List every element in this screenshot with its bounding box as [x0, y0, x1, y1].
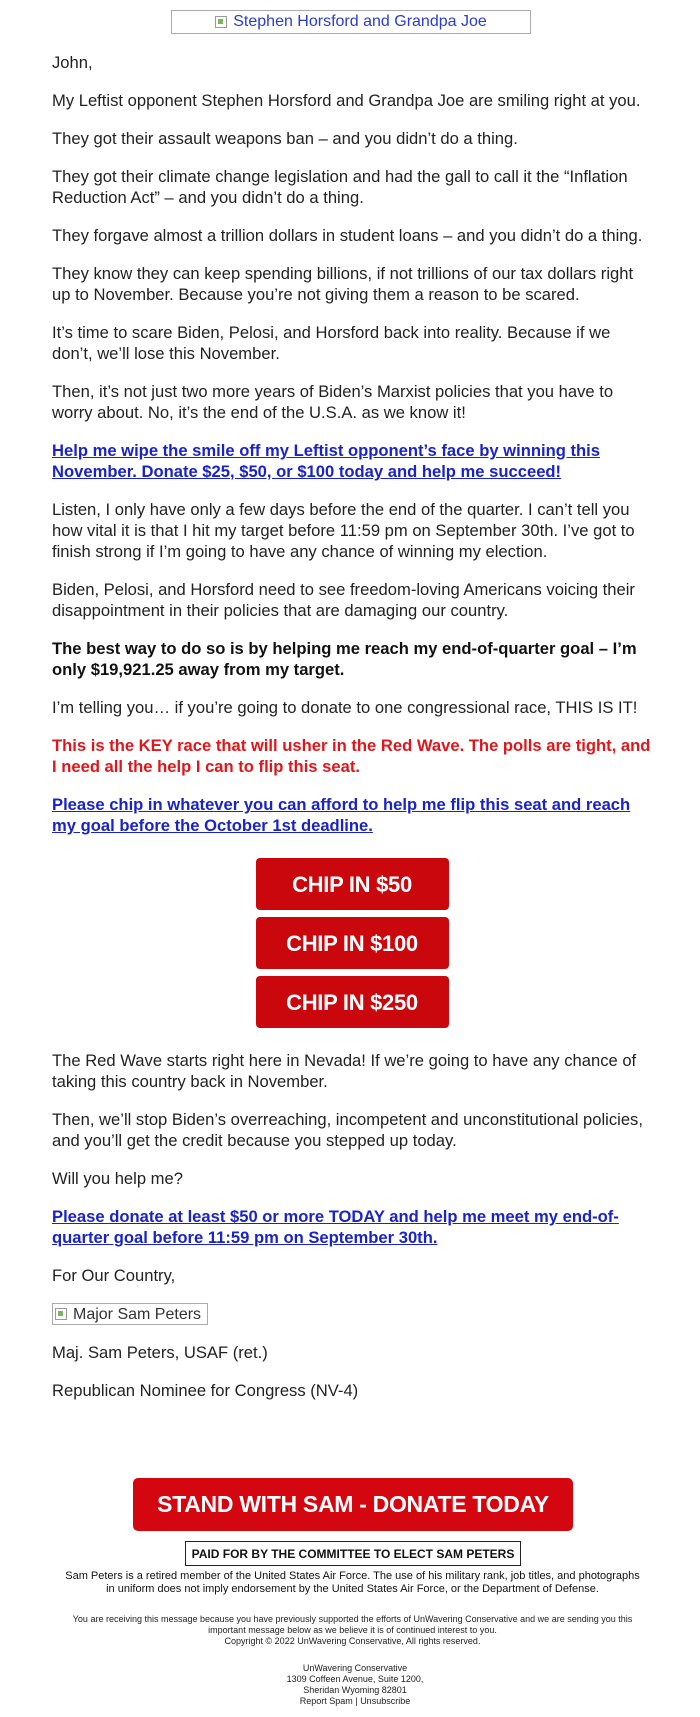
key-race-statement: This is the KEY race that will usher in the Red Wave. The polls are tight, and I need all the help I can to flip this seat.: [52, 736, 651, 776]
broken-image-icon: [215, 16, 227, 28]
paragraph-11: The Red Wave starts right here in Nevada! If we’re going to have any chance of taking this country back in November.: [52, 1051, 637, 1091]
paragraph-9: Biden, Pelosi, and Horsford need to see freedom-loving Americans voicing their disappointment in their policies that are damaging our country.: [52, 580, 635, 620]
signature-image-alt-text: Major Sam Peters: [73, 1305, 202, 1323]
paragraph-3: They got their climate change legislation and had the gall to call it the “Inflation Reduction Act” – and you didn’t do a thing.: [52, 167, 628, 207]
chip-in-50-button[interactable]: CHIP IN $50: [256, 858, 449, 910]
address-line-1: 1309 Coffeen Avenue, Suite 1200,: [286, 1674, 424, 1684]
signature-name: Maj. Sam Peters, USAF (ret.): [52, 1343, 268, 1362]
copyright-text: Copyright © 2022 UnWavering Conservative, All rights reserved.: [224, 1636, 481, 1646]
military-disclaimer: Sam Peters is a retired member of the United States Air Force. The use of his military rank, job titles, and photographs in uniform does not imply endorsement by the United States Air Force, or the Department of Defense.: [65, 1570, 640, 1595]
chip-in-buttons: [52, 858, 652, 1028]
paragraph-4: They forgave almost a trillion dollars in student loans – and you didn’t do a thing.: [52, 226, 643, 245]
goal-statement: The best way to do so is by helping me reach my end-of-quarter goal – I’m only $19,921.25 away from my target.: [52, 639, 637, 679]
receiving-text: You are receiving this message because you have previously supported the efforts of UnWavering Conservative and we are sending you this important message below as we believe it is of continued interest to you.: [72, 1614, 633, 1635]
email-body: [52, 52, 652, 1418]
paragraph-7: Then, it’s not just two more years of Biden’s Marxist policies that you have to worry about. No, it’s the end of the U.S.A. as we know it!: [52, 382, 614, 422]
paragraph-6: It’s time to scare Biden, Pelosi, and Horsford back into reality. Because if we don’t, we’ll lose this November.: [52, 323, 611, 363]
paragraph-10: I’m telling you… if you’re going to donate to one congressional race, THIS IS IT!: [52, 698, 638, 717]
footer-links: [205, 1696, 505, 1707]
donate-link-1[interactable]: Help me wipe the smile off my Leftist opponent’s face by winning this November. Donate $25, $50, or $100 today and help me succeed!: [52, 441, 600, 481]
chip-in-100-button[interactable]: CHIP IN $100: [256, 917, 449, 969]
unsubscribe-link[interactable]: Unsubscribe: [360, 1696, 411, 1706]
broken-image-icon: [55, 1308, 67, 1320]
link-separator: |: [355, 1696, 358, 1706]
paragraph-12: Then, we’ll stop Biden’s overreaching, incompetent and unconstitutional policies, and you’ll get the credit because you stepped up today.: [52, 1110, 643, 1150]
signature-image: [52, 1303, 208, 1325]
org-name: UnWavering Conservative: [302, 1663, 408, 1673]
header-image-alt-text: Stephen Horsford and Grandpa Joe: [233, 13, 487, 30]
paragraph-2: They got their assault weapons ban – and you didn’t do a thing.: [52, 129, 518, 148]
stand-with-sam-button[interactable]: STAND WITH SAM - DONATE TODAY: [133, 1478, 573, 1531]
receiving-notice: [55, 1614, 650, 1647]
donate-link-3[interactable]: Please donate at least $50 or more TODAY and help me meet my end-of-quarter goal before 11:59 pm on September 30th.: [52, 1207, 619, 1247]
paid-for-box: PAID FOR BY THE COMMITTEE TO ELECT SAM PETERS: [185, 1541, 521, 1566]
paragraph-1: My Leftist opponent Stephen Horsford and Grandpa Joe are smiling right at you.: [52, 91, 641, 110]
footer-address: [205, 1663, 505, 1707]
address-line-2: Sheridan Wyoming 82801: [303, 1685, 407, 1695]
closing: For Our Country,: [52, 1266, 176, 1285]
report-spam-link[interactable]: Report Spam: [299, 1696, 353, 1706]
paragraph-8: Listen, I only have only a few days before the end of the quarter. I can’t tell you how vital it is that I hit my target before 11:59 pm on September 30th. I’ve got to finish strong if I’m going to have any chance of winning my election.: [52, 500, 635, 561]
donate-link-2[interactable]: Please chip in whatever you can afford to help me flip this seat and reach my goal before the October 1st deadline.: [52, 795, 631, 835]
paragraph-5: They know they can keep spending billions, if not trillions of our tax dollars right up to November. Because you’re not giving them a reason to be scared.: [52, 264, 634, 304]
signature-title: Republican Nominee for Congress (NV-4): [52, 1381, 359, 1400]
header-image: [171, 10, 531, 34]
paragraph-13: Will you help me?: [52, 1169, 183, 1188]
greeting: John,: [52, 53, 93, 72]
chip-in-250-button[interactable]: CHIP IN $250: [256, 976, 449, 1028]
